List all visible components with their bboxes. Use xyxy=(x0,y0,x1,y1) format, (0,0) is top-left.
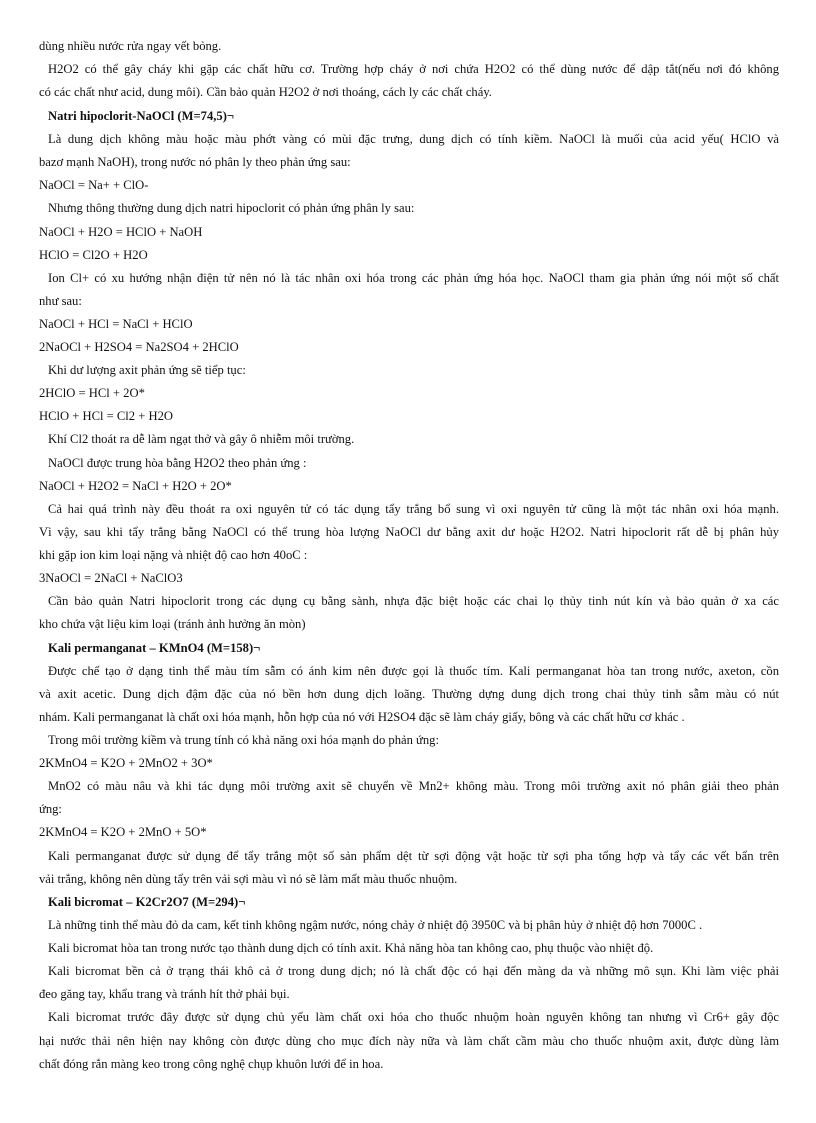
text-line: Kali bicromat hòa tan trong nước tạo thành dung dịch có tính axit. Khả năng hòa tan không cao, phụ thuộc vào nhiệt độ. xyxy=(48,941,654,955)
section-heading: Kali bicromat – K2Cr2O7 (M=294)¬ xyxy=(48,895,246,909)
text-line: Cần bảo quản Natri hipoclorit trong các dụng cụ bằng sành, nhựa đặc biệt hoặc các chai lọ thủy tinh nút kín và bảo quản ở xa các xyxy=(48,594,779,608)
formula-line: HClO + HCl = Cl2 + H2O xyxy=(39,409,173,423)
formula-line: 2NaOCl + H2SO4 = Na2SO4 + 2HClO xyxy=(39,340,239,354)
text-line: Ion Cl+ có xu hướng nhận điện tử nên nó là tác nhân oxi hóa trong các phản ứng hóa học. NaOCl tham gia phản ứng nói một số chất xyxy=(48,271,779,285)
text-line: Kali permanganat được sử dụng để tẩy trắng một số sản phẩm dệt từ sợi động vật hoặc từ sợi pha tổng hợp và tẩy các vết bẩn trên xyxy=(48,849,779,863)
text-line: và axit acetic. Dung dịch đậm đặc của nó bền hơn dung dịch loãng. Thường dựng dung dịch trong chai thủy tinh sẫm màu có nút xyxy=(39,687,779,701)
text-line: MnO2 có màu nâu và khi tác dụng môi trường axit sẽ chuyển về Mn2+ không màu. Trong môi trường axit nó phân giải theo phản xyxy=(48,779,779,793)
text-line: Được chế tạo ở dạng tinh thể màu tím sẫm có ánh kim nên được gọi là thuốc tím. Kali permanganat hòa tan trong nước, axeton, cồn xyxy=(48,664,779,678)
text-line: kho chứa vật liệu kim loại (tránh ảnh hưởng ăn mòn) xyxy=(39,617,306,631)
formula-line: NaOCl + HCl = NaCl + HClO xyxy=(39,317,193,331)
text-line: chất đóng rắn màng keo trong công nghệ chụp khuôn lưới để in hoa. xyxy=(39,1057,384,1071)
text-line: Kali bicromat bền cả ở trạng thái khô cả ở trong dung dịch; nó là chất độc có hại đến màng da và những mô sụn. Khi làm việc phải xyxy=(48,964,779,978)
text-line: Vì vậy, sau khi tẩy trắng bằng NaOCl có thể trung hòa lượng NaOCl dư bằng axit dư hoặc H2O2. Natri hipoclorit rất dễ bị phân hủy xyxy=(39,525,779,539)
text-line: Khi dư lượng axit phản ứng sẽ tiếp tục: xyxy=(48,363,246,377)
text-line: đeo găng tay, khẩu trang và tránh hít thở phải bụi. xyxy=(39,987,290,1001)
formula-line: HClO = Cl2O + H2O xyxy=(39,248,148,262)
section-heading: Kali permanganat – KMnO4 (M=158)¬ xyxy=(48,641,261,655)
text-line: vải trắng, không nên dùng tẩy trên vải sợi màu vì nó sẽ làm mất màu thuốc nhuộm. xyxy=(39,872,458,886)
formula-line: 2KMnO4 = K2O + 2MnO2 + 3O* xyxy=(39,756,213,770)
text-line: Trong môi trường kiềm và trung tính có khả năng oxi hóa mạnh do phản ứng: xyxy=(48,733,439,747)
text-line: hại nước thải nên hiện nay không còn được dùng cho mục đích này nữa và làm chất cầm màu cho thuốc nhuộm axit, được dùng làm xyxy=(39,1034,779,1048)
text-line: dùng nhiều nước rửa ngay vết bỏng. xyxy=(39,39,222,53)
text-line: Nhưng thông thường dung dịch natri hipoclorit có phản ứng phân ly sau: xyxy=(48,201,415,215)
text-line: H2O2 có thể gây cháy khi gặp các chất hữu cơ. Trường hợp cháy ở nơi chứa H2O2 có thể dùng nước để dập tắt(nếu nơi đó không xyxy=(48,62,779,76)
formula-line: 2HClO = HCl + 2O* xyxy=(39,386,145,400)
text-line: có các chất như acid, dung môi). Cần bảo quản H2O2 ở nơi thoáng, cách ly các chất cháy. xyxy=(39,85,492,99)
formula-line: NaOCl + H2O2 = NaCl + H2O + 2O* xyxy=(39,479,232,493)
formula-line: 2KMnO4 = K2O + 2MnO + 5O* xyxy=(39,825,207,839)
text-line: khi gặp ion kim loại nặng và nhiệt độ cao hơn 40oC : xyxy=(39,548,308,562)
text-line: Kali bicromat trước đây được sử dụng chủ yếu làm chất oxi hóa cho thuốc nhuộm hoàn nguyên không tan nhưng vì Cr6+ gây độc xyxy=(48,1010,779,1024)
formula-line: NaOCl = Na+ + ClO- xyxy=(39,178,149,192)
text-line: Là dung dịch không màu hoặc màu phớt vàng có mùi đặc trưng, dung dịch có tính kiềm. NaOCl là muối của acid yếu( HClO và xyxy=(48,132,779,146)
text-line: Là những tinh thể màu đỏ da cam, kết tinh không ngậm nước, nóng chảy ở nhiệt độ 3950C và bị phân hủy ở nhiệt độ hơn 7000C . xyxy=(48,918,703,932)
text-line: Cả hai quá trình này đều thoát ra oxi nguyên tử có tác dụng tẩy trắng bổ sung vì oxi nguyên tử cũng là một tác nhân oxi hóa mạnh. xyxy=(48,502,779,516)
text-line: nhám. Kali permanganat là chất oxi hóa mạnh, hỗn hợp của nó với H2SO4 đặc sẽ làm cháy giấy, bông và các chất hữu cơ khác . xyxy=(39,710,685,724)
formula-line: 3NaOCl = 2NaCl + NaClO3 xyxy=(39,571,183,585)
section-heading: Natri hipoclorit-NaOCl (M=74,5)¬ xyxy=(48,109,235,123)
text-line: NaOCl được trung hòa bằng H2O2 theo phản ứng : xyxy=(48,456,307,470)
text-line: như sau: xyxy=(39,294,82,308)
text-line: Khí Cl2 thoát ra dễ làm ngạt thở và gây ô nhiễm môi trường. xyxy=(48,432,355,446)
text-line: bazơ mạnh NaOH), trong nước nó phân ly theo phản ứng sau: xyxy=(39,155,351,169)
text-line: ứng: xyxy=(39,802,62,816)
formula-line: NaOCl + H2O = HClO + NaOH xyxy=(39,225,203,239)
